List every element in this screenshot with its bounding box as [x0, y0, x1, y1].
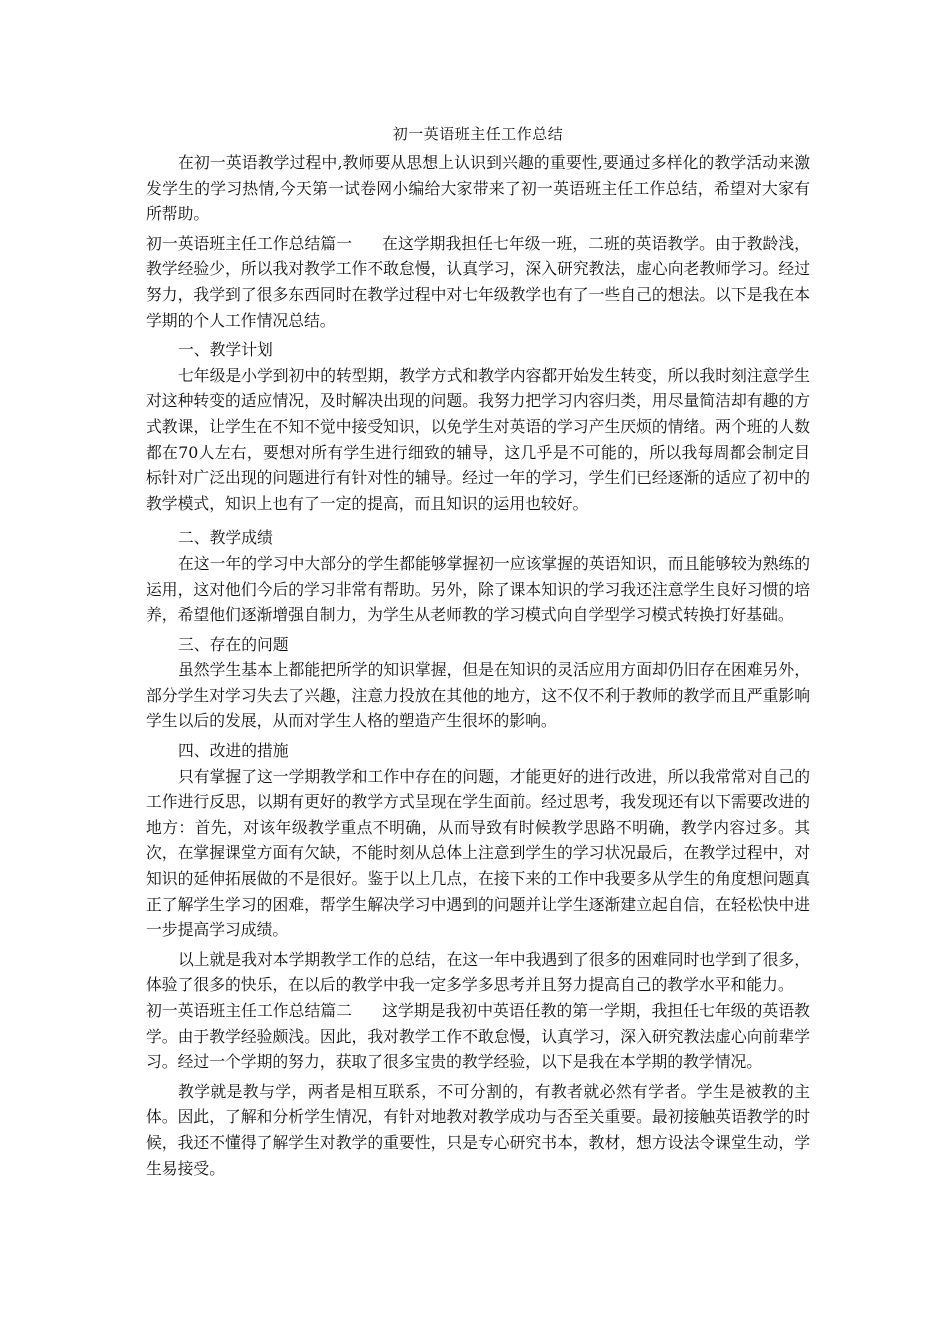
section-heading-problems: 三、存在的问题 — [178, 634, 289, 654]
part1-closing-paragraph: 以上就是我对本学期教学工作的总结，在这一年中我遇到了很多的困难同时也学到了很多，体验了很多的快乐，在以后的教学中我一定多学多思考并且努力提高自己的教学水平和能力。 — [146, 949, 810, 995]
part2-label: 初一英语班主任工作总结篇二 — [146, 1001, 353, 1020]
section-text-plan: 七年级是小学到初中的转型期，教学方式和教学内容都开始发生转变，所以我时刻注意学生对这种转变的适应情况，及时解决出现的问题。我努力把学习内容归类，用尽量简洁却有趣的方式教课，让学生在不知不觉中接受知识，以免学生对英语的学习产生厌烦的情绪。两个班的人数都在70人左右，要想对所有学生进行细致的辅导，这几乎是不可能的，所以我每周都会制定目标针对广泛出现的问题进行有针对性的辅导。经过一年的学习，学生们已经逐渐的适应了初中的教学模式，知识上也有了一定的提高，而且知识的运用也较好。 — [146, 365, 810, 513]
part1-opening-text: 在这学期我担任七年级一班，二班的英语教学。由于教龄浅，教学经验少，所以我对教学工作不敢怠慢，认真学习，深入研究教法，虚心向老教师学习。经过努力，我学到了很多东西同时在教学过程中对七年级教学也有了一些自己的想法。以下是我在本学期的个人工作情况总结。 — [146, 233, 810, 330]
section-heading-results: 二、教学成绩 — [178, 528, 273, 548]
part1-label: 初一英语班主任工作总结篇一 — [146, 233, 353, 253]
part2-opening-text: 这学期是我初中英语任教的第一学期，我担任七年级的英语教学。由于教学经验颇浅。因此，我对教学工作不敢怠慢，认真学习，深入研究教法虚心向前辈学习。经过一个学期的努力，获取了很多宝贵的教学经验，以下是我在本学期的教学情况。 — [146, 1001, 810, 1072]
document-page — [146, 122, 810, 1181]
section-text-results: 在这一年的学习中大部分的学生都能够掌握初一应该掌握的英语知识，而且能够较为熟练的运用，这对他们今后的学习非常有帮助。另外，除了课本知识的学习我还注意学生良好习惯的培养，希望他们逐渐增强自制力，为学生从老师教的学习模式向自学型学习模式转换打好基础。 — [146, 553, 810, 625]
intro-paragraph: 在初一英语教学过程中,教师要从思想上认识到兴趣的重要性,要通过多样化的教学活动来激发学生的学习热情,今天第一试卷网小编给大家带来了初一英语班主任工作总结，希望对大家有所帮助。 — [146, 153, 810, 224]
section-heading-plan: 一、教学计划 — [178, 340, 273, 360]
section-text-improvements: 只有掌握了这一学期教学和工作中存在的问题，才能更好的进行改进，所以我常常对自己的工作进行反思，以期有更好的教学方式呈现在学生面前。经过思考，我发现还有以下需要改进的地方：首先，对该年级教学重点不明确，从而导致有时候教学思路不明确，教学内容过多。其次，在掌握课堂方面有欠缺，不能时刻从总体上注意到学生的学习状况最后，在教学过程中，对知识的延伸拓展做的不是很好。鉴于以上几点，在接下来的工作中我要多从学生的角度想问题真正了解学生学习的困难，帮学生解决学习中遇到的问题并让学生逐渐建立起自信，在轻松快中进一步提高学习成绩。 — [146, 766, 810, 940]
section-heading-improvements: 四、改进的措施 — [178, 741, 289, 761]
part2-opening-paragraph — [146, 998, 810, 1075]
section-text-problems: 虽然学生基本上都能把所学的知识掌握，但是在知识的灵活应用方面却仍旧存在困难另外，部分学生对学习失去了兴趣，注意力投放在其他的地方，这不仅不利于教师的教学而且严重影响学生以后的发展，从而对学生人格的塑造产生很坏的影响。 — [146, 660, 810, 731]
part2-paragraph: 教学就是教与学，两者是相互联系，不可分割的，有教者就必然有学者。学生是被教的主体。因此，了解和分析学生情况，有针对地教对教学成功与否至关重要。最初接触英语教学的时候，我还不懂得了解学生对教学的重要性，只是专心研究书本，教材，想方设法令课堂生动，学生易接受。 — [146, 1081, 810, 1178]
part1-opening-paragraph — [146, 231, 810, 333]
document-title: 初一英语班主任工作总结 — [392, 125, 564, 143]
